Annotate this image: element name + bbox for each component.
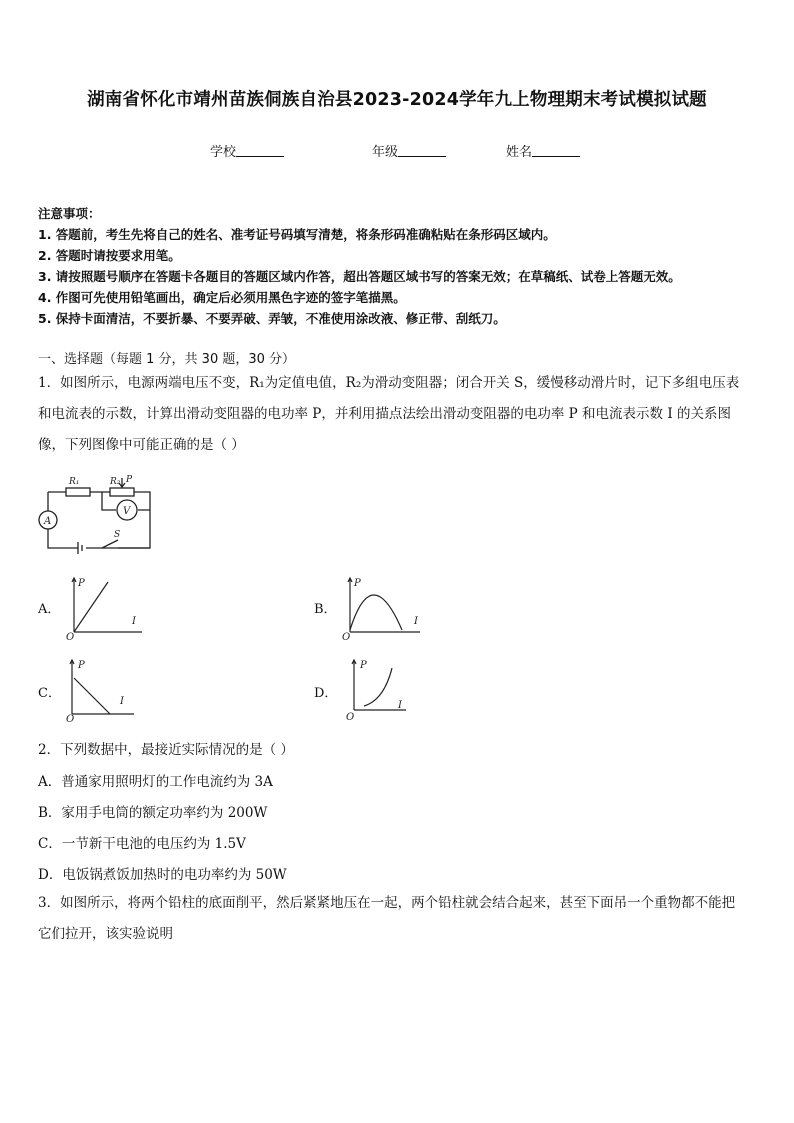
origin-label: O	[66, 714, 75, 725]
y-label: P	[360, 660, 367, 671]
option-a-label[interactable]: A．	[38, 602, 61, 617]
x-label: I	[120, 696, 124, 707]
y-label: P	[354, 578, 361, 589]
q1-line: 像，下列图像中可能正确的是（ ）	[38, 437, 245, 453]
q2-option[interactable]: D．电饭锅煮饭加热时的电功率约为 50W	[38, 867, 287, 883]
resistor-r1	[66, 488, 90, 496]
q1-line: 1．如图所示，电源两端电压不变，R₁为定值电值，R₂为滑动变阻器；闭合开关 S，缓慢移动滑片时，记下多组电压表	[38, 375, 740, 391]
y-label: P	[78, 660, 85, 671]
note-item: 3. 请按照题号顺序在答题卡各题目的答题区域内作答，超出答题区域书写的答案无效；在草稿纸、试卷上答题无效。	[38, 269, 681, 284]
grade-blank[interactable]	[398, 144, 446, 157]
note-item: 4. 作图可先使用铅笔画出，确定后必须用黑色字迹的签字笔描黑。	[38, 290, 406, 305]
label-switch: S	[114, 530, 121, 540]
label-p: P	[126, 475, 133, 485]
origin-label: O	[66, 632, 75, 643]
notes-block	[38, 203, 681, 329]
option-d-label[interactable]: D．	[314, 686, 338, 701]
graph-c	[62, 656, 142, 724]
school-field	[210, 141, 284, 160]
name-blank[interactable]	[532, 144, 580, 157]
y-label: P	[78, 578, 85, 589]
school-blank[interactable]	[236, 144, 284, 157]
curve	[74, 582, 108, 632]
x-label: I	[414, 616, 418, 627]
circuit-diagram	[38, 474, 156, 554]
label-r2: R₂	[110, 477, 121, 487]
q1-line: 和电流表的示数，计算出滑动变阻器的电功率 P，并利用描点法绘出滑动变阻器的电功率 P 和电流表示数 I 的关系图	[38, 406, 731, 422]
question-1	[38, 368, 758, 461]
option-b-label[interactable]: B．	[314, 602, 337, 617]
label-voltmeter: V	[123, 506, 131, 517]
q2-option[interactable]: B．家用手电筒的额定功率约为 200W	[38, 805, 268, 821]
resistor-r2	[110, 488, 134, 496]
section-heading: 一、选择题（每题 1 分，共 30 题，30 分）	[38, 352, 296, 367]
note-item: 1. 答题前，考生先将自己的姓名、准考证号码填写清楚，将条形码准确粘贴在条形码区域内。	[38, 227, 556, 242]
x-label: I	[132, 616, 136, 627]
graph-d	[344, 656, 416, 724]
origin-label: O	[342, 632, 351, 643]
grade-label: 年级	[372, 145, 399, 160]
x-label: I	[398, 700, 402, 711]
note-item: 2. 答题时请按要求用笔。	[38, 248, 181, 263]
curve	[74, 678, 110, 714]
note-item: 5. 保持卡面清洁，不要折暴、不要弄破、弄皱，不准使用涂改液、修正带、刮纸刀。	[38, 311, 506, 326]
q3-line: 它们拉开，该实验说明	[38, 926, 173, 942]
question-2-stem: 2．下列数据中，最接近实际情况的是（ ）	[38, 742, 294, 758]
name-field	[506, 141, 580, 160]
label-ammeter: A	[44, 516, 52, 527]
battery	[78, 542, 82, 554]
school-label: 学校	[210, 145, 237, 160]
origin-label: O	[346, 712, 355, 723]
page-title: 湖南省怀化市靖州苗族侗族自治县2023-2024学年九上物理期末考试模拟试题	[87, 90, 707, 110]
question-3	[38, 888, 758, 950]
option-c-label[interactable]: C．	[38, 686, 61, 701]
grade-field	[372, 141, 446, 160]
curve	[364, 668, 392, 706]
label-r1: R₁	[69, 477, 80, 487]
circuit-wires	[48, 492, 150, 548]
notes-heading: 注意事项：	[38, 206, 101, 221]
name-label: 姓名	[506, 145, 533, 160]
graph-a	[62, 574, 142, 643]
curve	[350, 595, 402, 630]
switch-blade	[102, 540, 118, 548]
q2-option[interactable]: A．普通家用照明灯的工作电流约为 3A	[38, 774, 273, 790]
graph-b	[340, 574, 424, 643]
q2-option[interactable]: C．一节新干电池的电压约为 1.5V	[38, 836, 246, 852]
q3-line: 3．如图所示，将两个铅柱的底面削平，然后紧紧地压在一起，两个铅柱就会结合起来，甚至下面吊一个重物都不能把	[38, 895, 736, 911]
